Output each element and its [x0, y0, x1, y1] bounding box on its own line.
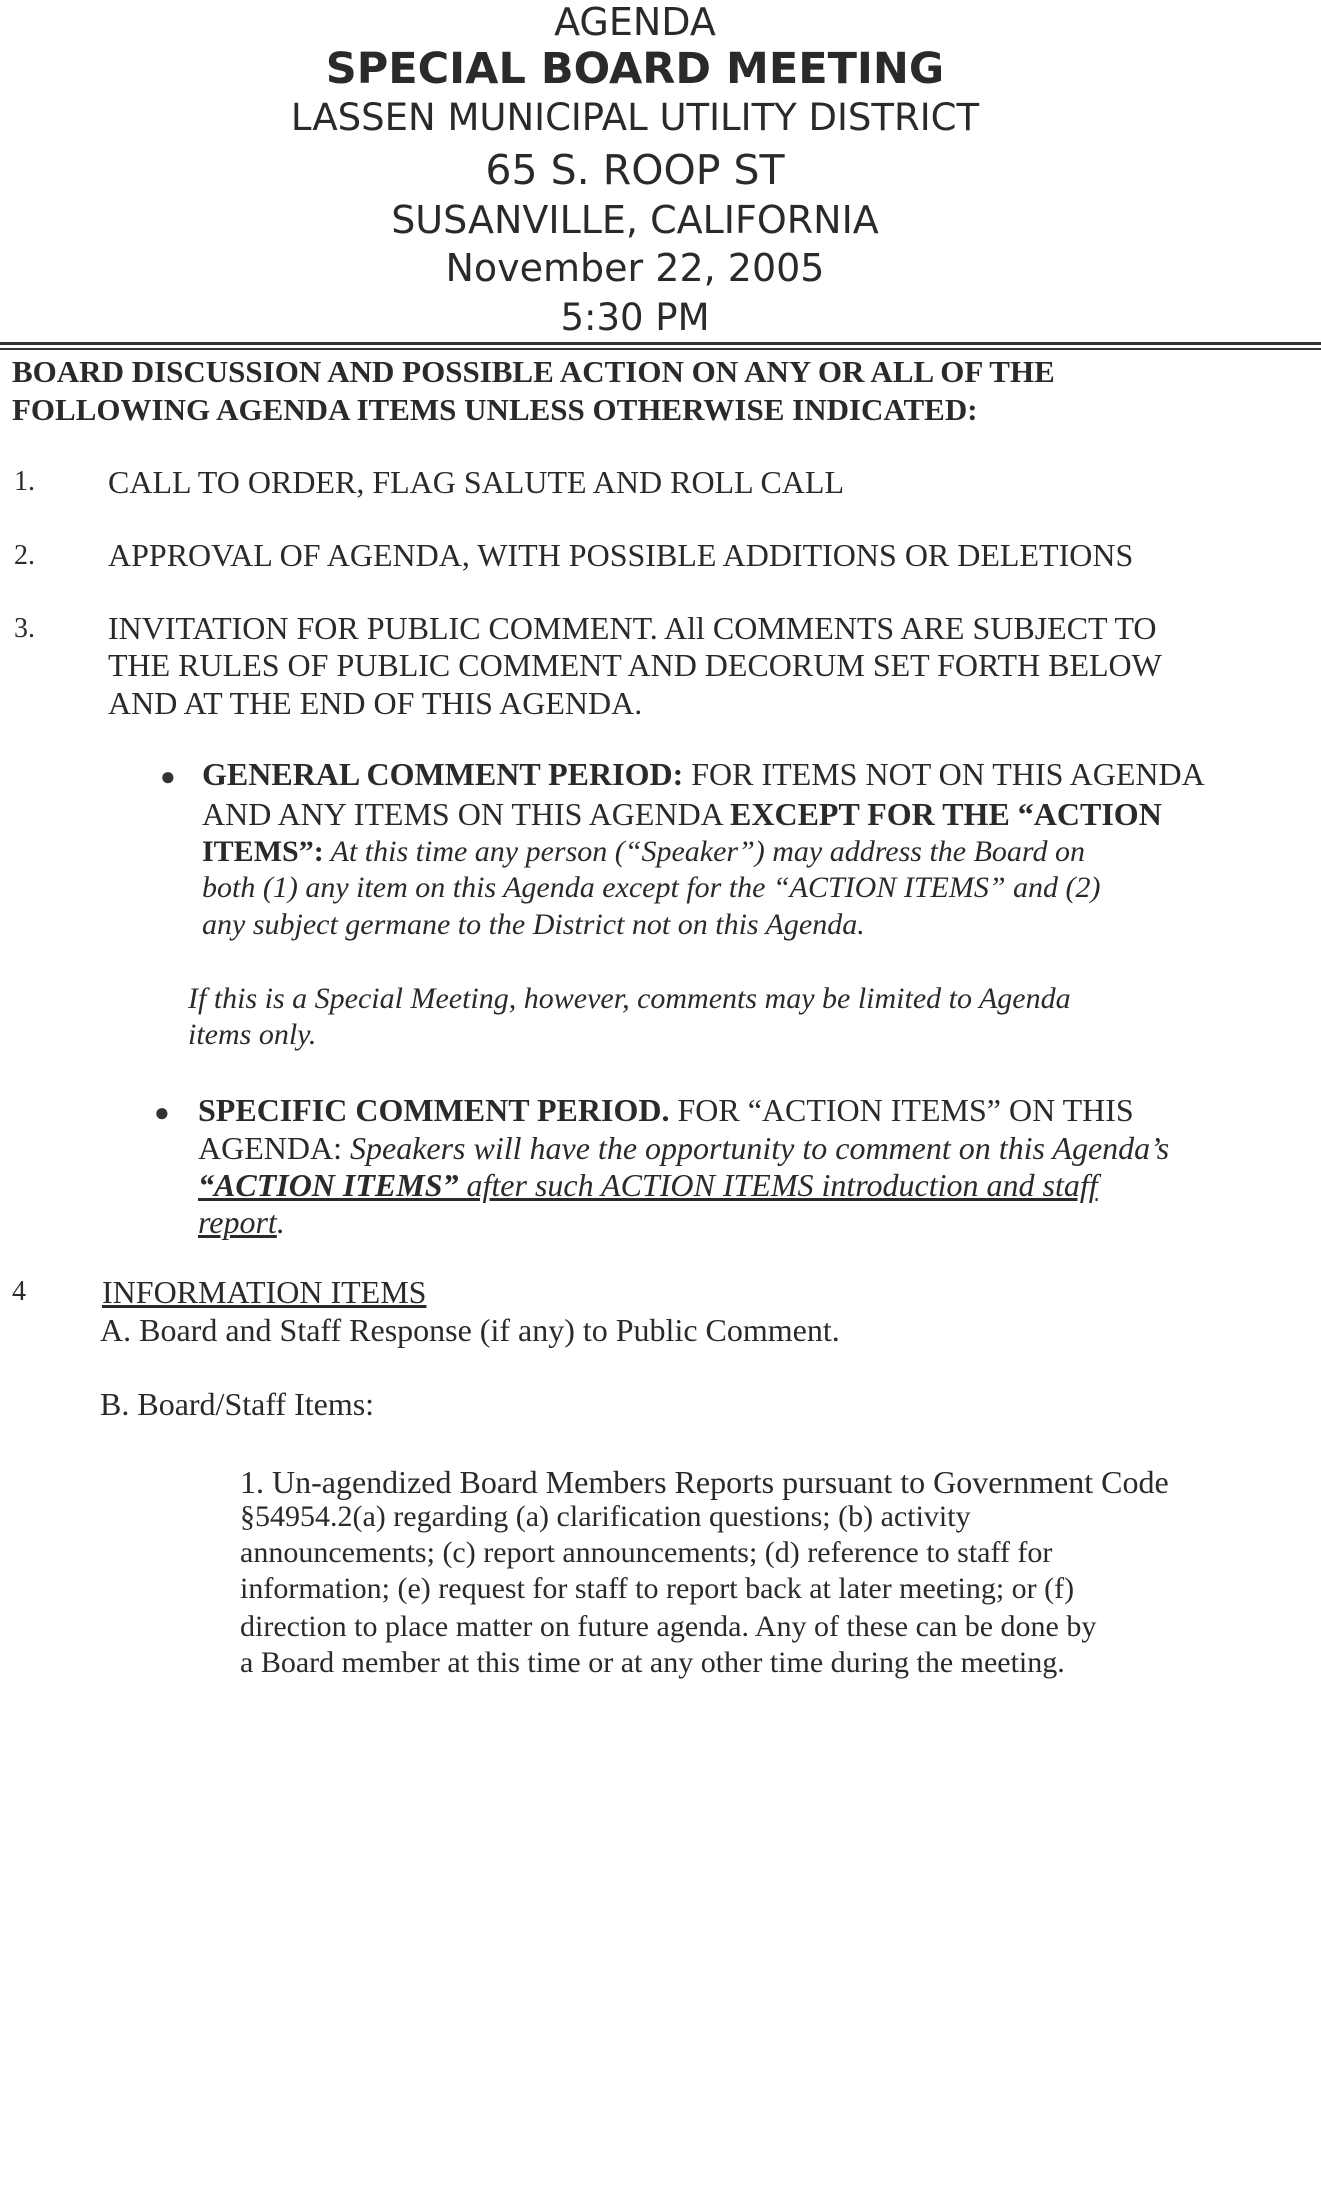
item-4-b1-line-4: information; (e) request for staff to report back at later meeting; or (f) — [240, 1572, 1075, 1605]
item-3-number: 3. — [14, 613, 35, 644]
specific-line-1 — [198, 1092, 1134, 1129]
general-line-3-a: ITEMS”: — [202, 835, 324, 868]
general-line-3 — [202, 835, 1085, 869]
special-meeting-line-1: If this is a Special Meeting, however, comments may be limited to Agenda — [188, 982, 1071, 1015]
item-2-number: 2. — [14, 540, 35, 571]
header-rule-bottom — [0, 348, 1321, 350]
intro-line-2: FOLLOWING AGENDA ITEMS UNLESS OTHERWISE INDICATED: — [12, 392, 978, 427]
general-line-4: both (1) any item on this Agenda except for the “ACTION ITEMS” and (2) — [202, 871, 1101, 904]
specific-line-3-a: “ACTION ITEMS” — [198, 1167, 459, 1203]
specific-line-2-a: AGENDA: — [198, 1130, 350, 1166]
specific-bullet: ● — [154, 1098, 170, 1127]
general-heading: GENERAL COMMENT PERIOD: — [202, 756, 684, 792]
general-line-2 — [202, 796, 1162, 833]
header-organization: LASSEN MUNICIPAL UTILITY DISTRICT — [290, 96, 980, 139]
item-4-a: A. Board and Staff Response (if any) to Public Comment. — [100, 1312, 840, 1348]
header-agenda: AGENDA — [554, 0, 716, 44]
specific-line-3-b: after such ACTION ITEMS introduction and staff — [458, 1167, 1098, 1203]
specific-line-4-b: . — [276, 1204, 285, 1240]
item-4-number: 4 — [12, 1276, 26, 1307]
item-4-title: INFORMATION ITEMS — [102, 1274, 427, 1310]
header-rule-top — [0, 342, 1321, 345]
general-line-2-a: AND ANY ITEMS ON THIS AGENDA — [202, 796, 731, 832]
item-4-b1-line-2: §54954.2(a) regarding (a) clarification questions; (b) activity — [240, 1500, 971, 1533]
header-meeting-type: SPECIAL BOARD MEETING — [325, 44, 945, 94]
header-date: November 22, 2005 — [445, 246, 825, 290]
general-line-5: any subject germane to the District not on this Agenda. — [202, 908, 865, 941]
specific-line-3 — [198, 1167, 1098, 1204]
general-bullet: ● — [160, 762, 176, 791]
item-4-b: B. Board/Staff Items: — [100, 1386, 375, 1422]
item-4-b1-line-1: 1. Un-agendized Board Members Reports pursuant to Government Code — [240, 1464, 1169, 1500]
specific-line-2 — [198, 1130, 1169, 1167]
item-1-number: 1. — [14, 466, 35, 497]
specific-line-4 — [198, 1204, 285, 1241]
item-2-text: APPROVAL OF AGENDA, WITH POSSIBLE ADDITIONS OR DELETIONS — [108, 537, 1134, 573]
item-4-b1-line-6: a Board member at this time or at any other time during the meeting. — [240, 1646, 1065, 1679]
item-3-line-2: THE RULES OF PUBLIC COMMENT AND DECORUM SET FORTH BELOW — [108, 647, 1162, 683]
item-3-line-3: AND AT THE END OF THIS AGENDA. — [108, 685, 643, 721]
item-3-line-1: INVITATION FOR PUBLIC COMMENT. All COMMENTS ARE SUBJECT TO — [108, 610, 1157, 646]
item-4-b1-line-3: announcements; (c) report announcements; (d) reference to staff for — [240, 1536, 1053, 1569]
item-1-text: CALL TO ORDER, FLAG SALUTE AND ROLL CALL — [108, 464, 844, 500]
specific-line-1-rest: FOR “ACTION ITEMS” ON THIS — [669, 1092, 1134, 1128]
specific-line-2-b: Speakers will have the opportunity to comment on this Agenda’s — [349, 1130, 1170, 1166]
general-line-2-b: EXCEPT FOR THE “ACTION — [730, 796, 1162, 832]
intro-line-1: BOARD DISCUSSION AND POSSIBLE ACTION ON ANY OR ALL OF THE — [12, 354, 1055, 389]
general-line-1-rest: FOR ITEMS NOT ON THIS AGENDA — [683, 756, 1205, 792]
header-city: SUSANVILLE, CALIFORNIA — [391, 198, 879, 242]
item-4-b1-line-5: direction to place matter on future agenda. Any of these can be done by — [240, 1610, 1097, 1643]
header-time: 5:30 PM — [560, 296, 710, 339]
specific-heading: SPECIFIC COMMENT PERIOD. — [198, 1092, 670, 1128]
special-meeting-line-2: items only. — [188, 1018, 317, 1051]
general-line-3-b: At this time any person (“Speaker”) may address the Board on — [323, 835, 1085, 868]
header-address: 65 S. ROOP ST — [485, 146, 785, 194]
general-line-1 — [202, 756, 1205, 793]
specific-line-4-a: report — [198, 1204, 277, 1240]
